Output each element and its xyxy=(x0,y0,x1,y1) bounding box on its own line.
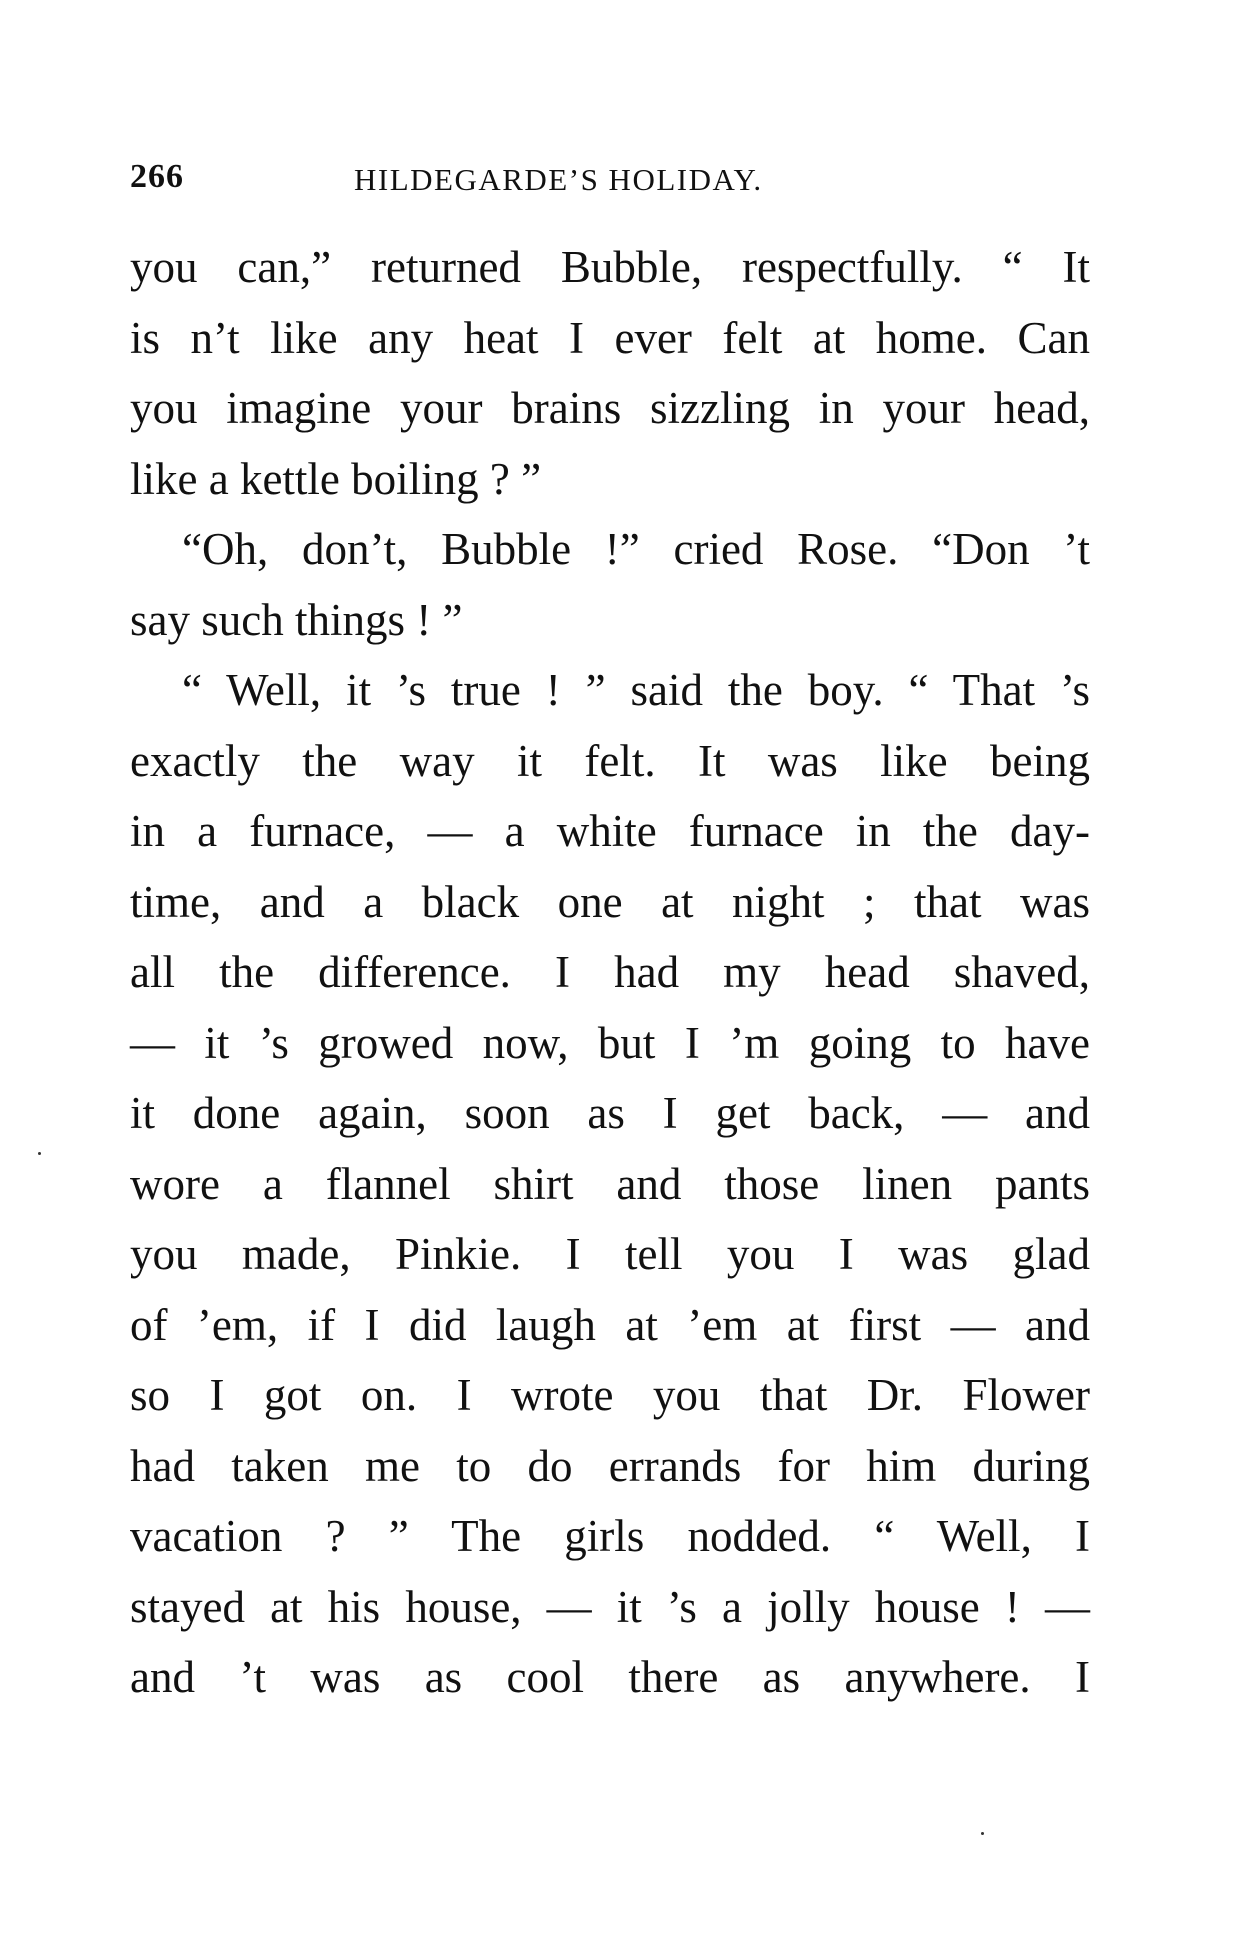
running-title: HILDEGARDE’S HOLIDAY. xyxy=(354,162,763,197)
text-line: “ Well, it ’s true ! ” said the boy. “ That ’s xyxy=(182,665,1090,715)
print-speck xyxy=(981,1832,984,1835)
text-line: so I got on. I wrote you that Dr. Flower xyxy=(130,1370,1090,1420)
text-line: and ’t was as cool there as anywhere. I xyxy=(130,1652,1090,1702)
text-line: stayed at his house, — it ’s a jolly house ! — xyxy=(130,1581,1090,1632)
text-line: — it ’s growed now, but I ’m going to have xyxy=(130,1017,1090,1068)
text-line: you imagine your brains sizzling in your head, xyxy=(130,383,1090,433)
text-line: you made, Pinkie. I tell you I was glad xyxy=(130,1229,1090,1279)
body-text xyxy=(130,232,1090,1713)
text-line: vacation ? ” The girls nodded. “ Well, I xyxy=(130,1511,1090,1561)
text-line: all the difference. I had my head shaved, xyxy=(130,947,1090,997)
text-line: time, and a black one at night ; that was xyxy=(130,876,1090,927)
text-line: exactly the way it felt. It was like being xyxy=(130,735,1090,786)
text-line: “Oh, don’t, Bubble !” cried Rose. “Don ’t xyxy=(182,524,1090,574)
text-line: in a furnace, — a white furnace in the day- xyxy=(130,806,1090,856)
text-line: wore a flannel shirt and those linen pants xyxy=(130,1158,1090,1209)
text-line: you can,” returned Bubble, respectfully. “ It xyxy=(130,242,1090,292)
text-line: is n’t like any heat I ever felt at home. Can xyxy=(130,312,1090,363)
running-head xyxy=(130,158,1090,198)
text-line: say such things ! ” xyxy=(130,594,463,645)
text-line: had taken me to do errands for him during xyxy=(130,1440,1090,1491)
text-line: of ’em, if I did laugh at ’em at first — and xyxy=(130,1299,1090,1350)
text-line: like a kettle boiling ? ” xyxy=(130,453,542,504)
print-speck xyxy=(38,1152,41,1155)
text-line: it done again, soon as I get back, — and xyxy=(130,1088,1090,1138)
page-number: 266 xyxy=(130,158,184,195)
